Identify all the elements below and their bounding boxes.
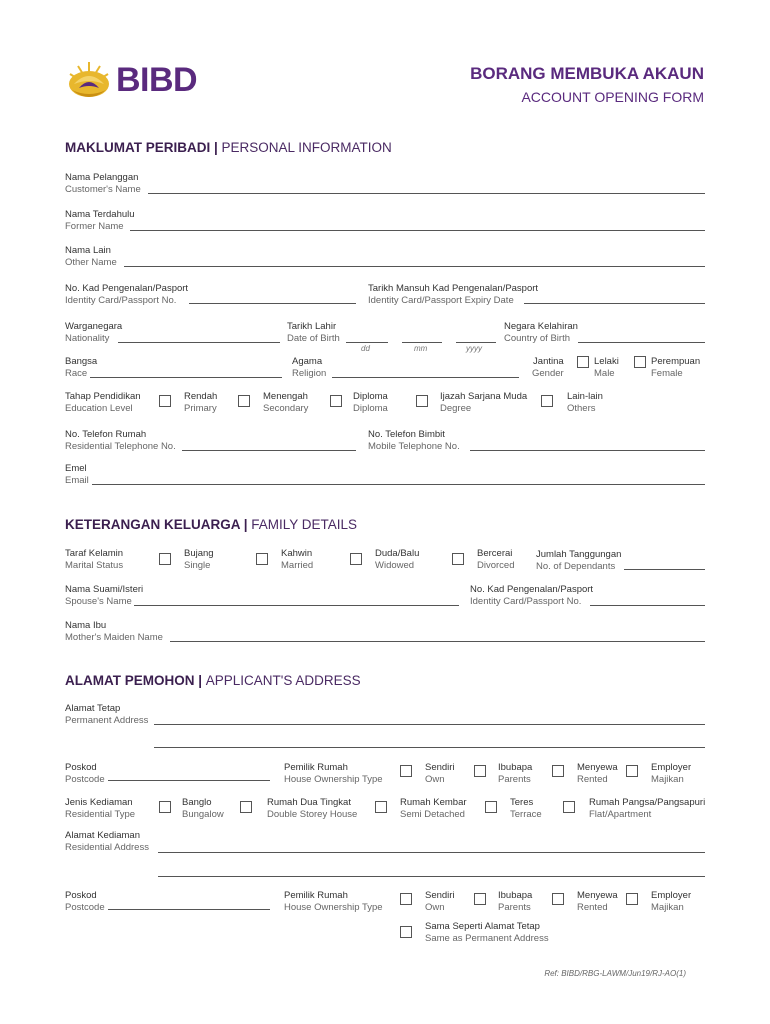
ownership2-employer-label: Employer Majikan xyxy=(651,890,692,913)
ic-expiry-field[interactable] xyxy=(524,303,705,304)
gender-female-label: Perempuan Female xyxy=(651,356,701,379)
dob-day-field[interactable] xyxy=(346,342,388,343)
residential-semi-detached-checkbox[interactable] xyxy=(375,801,387,813)
mother-maiden-label: Nama Ibu Mother's Maiden Name xyxy=(65,620,163,643)
customer-name-label: Nama Pelanggan Customer's Name xyxy=(65,172,141,195)
race-label: Bangsa Race xyxy=(65,356,98,379)
residential-semi-detached-label: Rumah Kembar Semi Detached xyxy=(400,797,467,820)
same-as-permanent-checkbox[interactable] xyxy=(400,926,412,938)
nationality-field[interactable] xyxy=(118,342,280,343)
dob-label: Tarikh Lahir Date of Birth xyxy=(287,321,340,344)
other-name-field[interactable] xyxy=(124,266,705,267)
ownership-rented-label: Menyewa Rented xyxy=(577,762,618,785)
spouse-name-label: Nama Suami/Isteri Spouse's Name xyxy=(65,584,144,607)
ownership-parents-checkbox[interactable] xyxy=(474,765,486,777)
residential-address-label: Alamat Kediaman Residential Address xyxy=(65,830,149,853)
residential-flat-checkbox[interactable] xyxy=(563,801,575,813)
marital-divorced-checkbox[interactable] xyxy=(452,553,464,565)
country-of-birth-label: Negara Kelahiran Country of Birth xyxy=(504,321,578,344)
education-primary-checkbox[interactable] xyxy=(159,395,171,407)
residential-bungalow-checkbox[interactable] xyxy=(159,801,171,813)
country-of-birth-field[interactable] xyxy=(578,342,705,343)
religion-field[interactable] xyxy=(332,377,519,378)
home-phone-label: No. Telefon Rumah Residential Telephone No. xyxy=(65,429,176,452)
former-name-label: Nama Terdahulu Former Name xyxy=(65,209,135,232)
postcode-label: Poskod Postcode xyxy=(65,762,105,785)
permanent-address-field-1[interactable] xyxy=(154,724,705,725)
home-phone-field[interactable] xyxy=(182,450,356,451)
postcode2-label: Poskod Postcode xyxy=(65,890,105,913)
residential-double-storey-label: Rumah Dua Tingkat Double Storey House xyxy=(267,797,358,820)
education-others-label: Lain-lain Others xyxy=(567,391,603,414)
marital-married-label: Kahwin Married xyxy=(281,548,314,571)
marital-single-label: Bujang Single xyxy=(184,548,214,571)
spouse-ic-label: No. Kad Pengenalan/Pasport Identity Card/Passport No. xyxy=(470,584,594,607)
ownership-own-label: Sendiri Own xyxy=(425,762,455,785)
dob-month-hint: mm xyxy=(414,344,428,353)
ic-expiry-label: Tarikh Mansuh Kad Pengenalan/Pasport Identity Card/Passport Expiry Date xyxy=(368,283,539,306)
gender-male-label: Lelaki Male xyxy=(594,356,619,379)
ownership2-own-checkbox[interactable] xyxy=(400,893,412,905)
education-secondary-checkbox[interactable] xyxy=(238,395,250,407)
gender-male-checkbox[interactable] xyxy=(577,356,589,368)
dob-year-field[interactable] xyxy=(456,342,496,343)
marital-widowed-label: Duda/Balu Widowed xyxy=(375,548,420,571)
section-family-heading: KETERANGAN KELUARGA | FAMILY DETAILS xyxy=(65,517,358,532)
email-field[interactable] xyxy=(92,484,705,485)
marital-married-checkbox[interactable] xyxy=(256,553,268,565)
dob-day-hint: dd xyxy=(361,344,370,353)
residential-bungalow-label: Banglo Bungalow xyxy=(182,797,224,820)
marital-widowed-checkbox[interactable] xyxy=(350,553,362,565)
ownership-parents-label: Ibubapa Parents xyxy=(498,762,533,785)
ownership2-parents-label: Ibubapa Parents xyxy=(498,890,533,913)
residential-terrace-label: Teres Terrace xyxy=(510,797,542,820)
dependants-label: Jumlah Tanggungan No. of Dependants xyxy=(536,549,622,572)
mobile-phone-label: No. Telefon Bimbit Mobile Telephone No. xyxy=(368,429,460,452)
ownership2-rented-label: Menyewa Rented xyxy=(577,890,618,913)
permanent-address-field-2[interactable] xyxy=(154,747,705,748)
residential-flat-label: Rumah Pangsa/Pangsapuri Flat/Apartment xyxy=(589,797,706,820)
spouse-ic-field[interactable] xyxy=(590,605,705,606)
form-reference: Ref: BIBD/RBG-LAWM/Jun19/RJ-AO(1) xyxy=(544,969,686,978)
marital-single-checkbox[interactable] xyxy=(159,553,171,565)
dependants-field[interactable] xyxy=(624,569,705,570)
email-label: Emel Email xyxy=(65,463,89,486)
logo-text: BIBD xyxy=(116,61,198,99)
education-others-checkbox[interactable] xyxy=(541,395,553,407)
education-label: Tahap Pendidikan Education Level xyxy=(65,391,141,414)
ownership-rented-checkbox[interactable] xyxy=(552,765,564,777)
ownership2-parents-checkbox[interactable] xyxy=(474,893,486,905)
education-degree-label: Ijazah Sarjana Muda Degree xyxy=(440,391,528,414)
dob-month-field[interactable] xyxy=(402,342,442,343)
marital-divorced-label: Bercerai Divorced xyxy=(477,548,515,571)
marital-status-label: Taraf Kelamin Marital Status xyxy=(65,548,124,571)
section-address-heading: ALAMAT PEMOHON | APPLICANT'S ADDRESS xyxy=(65,673,361,688)
education-primary-label: Rendah Primary xyxy=(184,391,218,414)
ownership-label: Pemilik Rumah House Ownership Type xyxy=(284,762,383,785)
spouse-name-field[interactable] xyxy=(134,605,459,606)
customer-name-field[interactable] xyxy=(148,193,705,194)
ownership-employer-checkbox[interactable] xyxy=(626,765,638,777)
form-subtitle: ACCOUNT OPENING FORM xyxy=(521,89,704,105)
other-name-label: Nama Lain Other Name xyxy=(65,245,117,268)
ic-number-label: No. Kad Pengenalan/Pasport Identity Card/Passport No. xyxy=(65,283,189,306)
residential-address-field-1[interactable] xyxy=(158,852,705,853)
dob-year-hint: yyyy xyxy=(466,344,482,353)
bibd-logo xyxy=(64,58,214,104)
same-as-permanent-label: Sama Seperti Alamat Tetap Same as Permanent Address xyxy=(425,921,549,944)
gender-label: Jantina Gender xyxy=(532,356,564,379)
postcode2-field[interactable] xyxy=(108,909,270,910)
education-diploma-label: Diploma Diploma xyxy=(353,391,388,414)
bibd-emblem-icon xyxy=(64,58,114,104)
permanent-address-label: Alamat Tetap Permanent Address xyxy=(65,703,149,726)
residential-double-storey-checkbox[interactable] xyxy=(240,801,252,813)
nationality-label: Warganegara Nationality xyxy=(65,321,123,344)
mobile-phone-field[interactable] xyxy=(470,450,705,451)
mother-maiden-field[interactable] xyxy=(170,641,705,642)
residential-terrace-checkbox[interactable] xyxy=(485,801,497,813)
education-degree-checkbox[interactable] xyxy=(416,395,428,407)
education-secondary-label: Menengah Secondary xyxy=(263,391,309,414)
ownership2-employer-checkbox[interactable] xyxy=(626,893,638,905)
ownership-employer-label: Employer Majikan xyxy=(651,762,692,785)
ic-number-field[interactable] xyxy=(189,303,356,304)
education-diploma-checkbox[interactable] xyxy=(330,395,342,407)
religion-label: Agama Religion xyxy=(292,356,327,379)
section-personal-heading: MAKLUMAT PERIBADI | PERSONAL INFORMATION xyxy=(65,140,392,155)
ownership2-rented-checkbox[interactable] xyxy=(552,893,564,905)
ownership-own-checkbox[interactable] xyxy=(400,765,412,777)
gender-female-checkbox[interactable] xyxy=(634,356,646,368)
race-field[interactable] xyxy=(90,377,282,378)
residential-address-field-2[interactable] xyxy=(158,876,705,877)
postcode-field[interactable] xyxy=(108,780,270,781)
ownership2-own-label: Sendiri Own xyxy=(425,890,455,913)
form-title: BORANG MEMBUKA AKAUN xyxy=(470,64,704,83)
ownership2-label: Pemilik Rumah House Ownership Type xyxy=(284,890,383,913)
former-name-field[interactable] xyxy=(130,230,705,231)
residential-type-label: Jenis Kediaman Residential Type xyxy=(65,797,136,820)
